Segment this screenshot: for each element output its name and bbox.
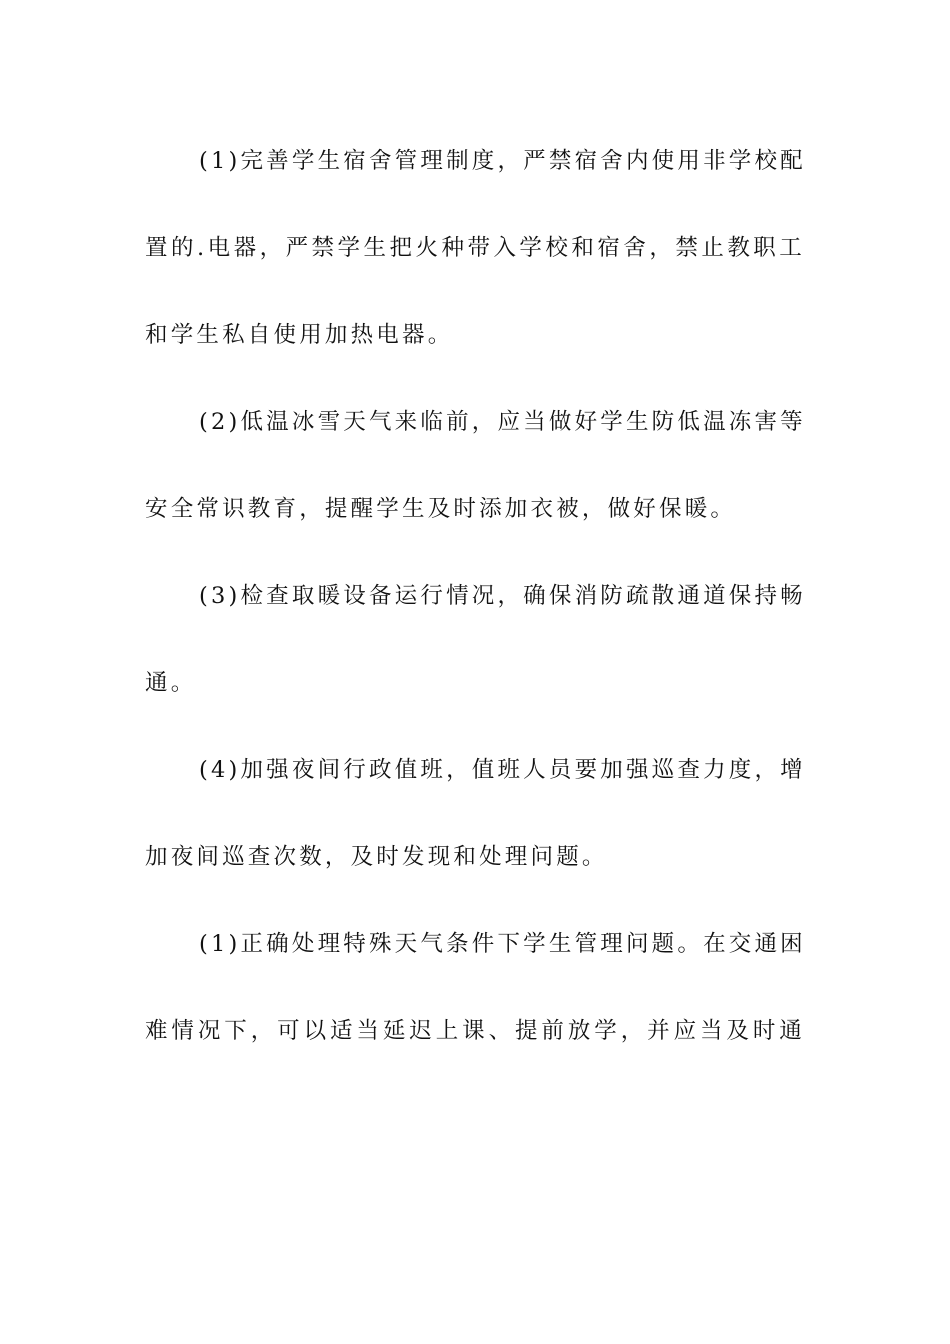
- document-body: [145, 133, 805, 1090]
- text-line: 通。: [145, 670, 197, 696]
- text-line: (1)完善学生宿舍管理制度，严禁宿舍内使用非学校配: [199, 148, 806, 174]
- paragraph-dormitory-rules: [145, 133, 805, 394]
- paragraph-cold-weather-education: [145, 394, 805, 568]
- text-line: (1)正确处理特殊天气条件下学生管理问题。在交通困: [199, 931, 806, 957]
- text-line: (2)低温冰雪天气来临前，应当做好学生防低温冻害等: [199, 409, 806, 435]
- text-line: 加夜间巡查次数，及时发现和处理问题。: [145, 844, 608, 870]
- text-line: (4)加强夜间行政值班，值班人员要加强巡查力度，增: [199, 757, 806, 783]
- text-line: 难情况下，可以适当延迟上课、提前放学，并应当及时通: [145, 1018, 805, 1044]
- text-line: (3)检查取暖设备运行情况，确保消防疏散通道保持畅: [199, 583, 806, 609]
- paragraph-heating-inspection: [145, 568, 805, 742]
- text-line: 置的.电器，严禁学生把火种带入学校和宿舍，禁止教职工: [145, 235, 805, 261]
- text-line: 安全常识教育，提醒学生及时添加衣被，做好保暖。: [145, 496, 737, 522]
- paragraph-night-duty: [145, 742, 805, 916]
- text-line: 和学生私自使用加热电器。: [145, 322, 454, 348]
- paragraph-student-management: [145, 916, 805, 1090]
